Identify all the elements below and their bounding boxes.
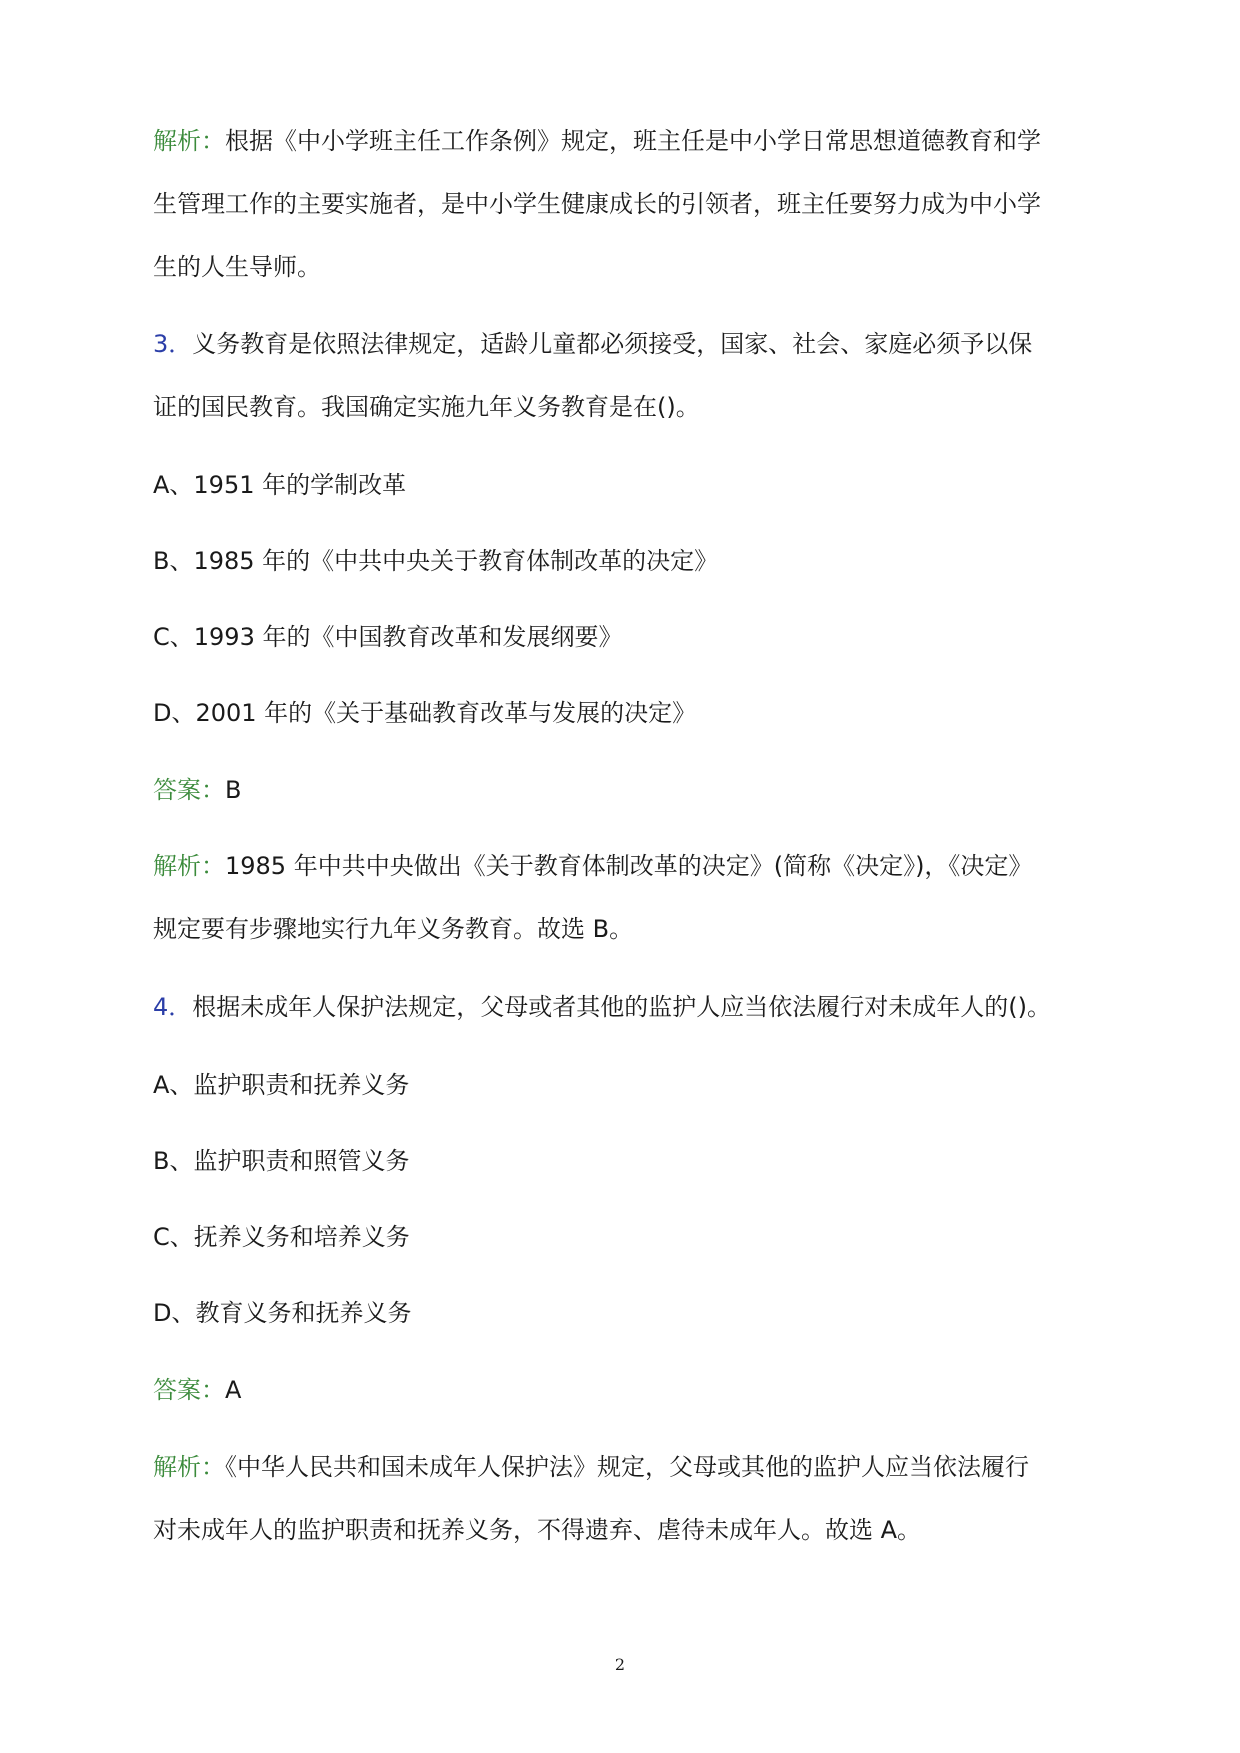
page-number: 2 (614, 1655, 626, 1674)
q4-option-c: C、抚养义务和培养义务 (153, 1223, 410, 1251)
q3-answer-label: 答案： (153, 776, 225, 804)
q2-analysis-line-2 (153, 188, 1093, 220)
q4-number: 4． (153, 993, 193, 1021)
q2-analysis-text-1: 根据《中小学班主任工作条例》规定，班主任是中小学日常思想道德教育和学 (225, 127, 1041, 155)
q4-analysis-line-2 (153, 1514, 1093, 1546)
q3-question-line-2 (153, 391, 1093, 423)
q3-option-c: C、1993 年的《中国教育改革和发展纲要》 (153, 623, 623, 651)
q3-option-a: A、1951 年的学制改革 (153, 471, 407, 499)
q3-number: 3． (153, 330, 193, 358)
q3-analysis-text-1: 1985 年中共中央做出《关于教育体制改革的决定》(简称《决定》)，《决定》 (225, 852, 1033, 880)
q2-analysis-line-1 (153, 125, 1093, 157)
q2-analysis-line-3 (153, 251, 1093, 283)
q3-question-text-2: 证的国民教育。我国确定实施九年义务教育是在()。 (153, 393, 700, 421)
q4-option-b: B、监护职责和照管义务 (153, 1147, 410, 1175)
q3-option-b: B、1985 年的《中共中央关于教育体制改革的决定》 (153, 547, 719, 575)
q3-analysis-line-1 (153, 850, 1093, 882)
q3-answer-value: B (225, 776, 242, 804)
q3-analysis-text-2: 规定要有步骤地实行九年义务教育。故选 B。 (153, 915, 634, 943)
q4-option-a: A、监护职责和抚养义务 (153, 1071, 410, 1099)
q2-analysis-text-2: 生管理工作的主要实施者，是中小学生健康成长的引领者，班主任要努力成为中小学 (153, 190, 1041, 218)
q3-analysis-label: 解析： (153, 852, 225, 880)
q4-analysis-text-1: 《中华人民共和国未成年人保护法》规定，父母或其他的监护人应当依法履行 (225, 1453, 1029, 1481)
q3-option-d: D、2001 年的《关于基础教育改革与发展的决定》 (153, 699, 697, 727)
q4-question-text-1: 根据未成年人保护法规定，父母或者其他的监护人应当依法履行对未成年人的()。 (192, 993, 1052, 1021)
q4-answer-label: 答案： (153, 1376, 225, 1404)
q4-question-line-1 (153, 991, 1093, 1023)
q4-analysis-text-2: 对未成年人的监护职责和抚养义务，不得遗弃、虐待未成年人。故选 A。 (153, 1516, 922, 1544)
q4-answer-value: A (225, 1376, 242, 1404)
q4-answer (153, 1374, 1093, 1406)
q2-analysis-text-3: 生的人生导师。 (153, 253, 321, 281)
q3-answer (153, 774, 1093, 806)
q3-question-line-1 (153, 328, 1093, 360)
q3-analysis-line-2 (153, 913, 1093, 945)
q3-question-text-1: 义务教育是依照法律规定，适龄儿童都必须接受，国家、社会、家庭必须予以保 (192, 330, 1033, 358)
q4-option-d: D、教育义务和抚养义务 (153, 1299, 412, 1327)
q2-analysis-label: 解析： (153, 127, 225, 155)
q4-analysis-label: 解析： (153, 1453, 225, 1481)
q4-analysis-line-1 (153, 1451, 1093, 1483)
